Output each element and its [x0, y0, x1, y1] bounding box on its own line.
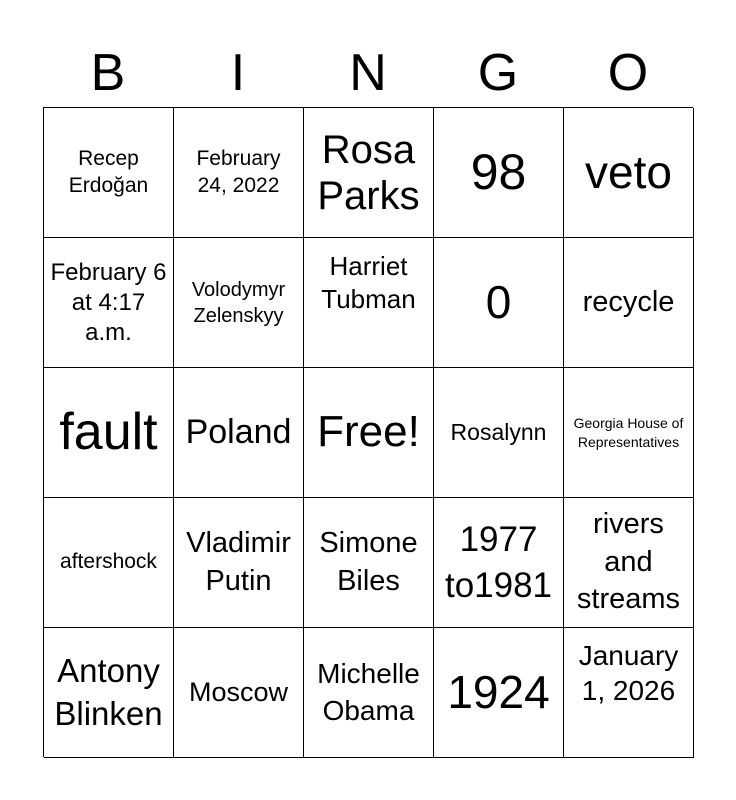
cell-text: February 6 at 4:17 a.m. [50, 258, 167, 346]
cell-text: Antony Blinken [54, 651, 163, 732]
cell-text: Poland [185, 413, 292, 452]
bingo-cell [44, 498, 174, 628]
cell-text: Rosa Parks [317, 127, 420, 218]
cell-text: recycle [582, 285, 675, 318]
bingo-cell [304, 238, 434, 368]
cell-text: veto [585, 146, 672, 199]
cell-text: 0 [485, 276, 512, 329]
bingo-cell [434, 628, 564, 758]
cell-text: February 24, 2022 [196, 147, 281, 197]
bingo-cell [564, 498, 694, 628]
bingo-cell [304, 498, 434, 628]
cell-text: January 1, 2026 [578, 640, 679, 706]
cell-text: Harriet Tubman [321, 251, 416, 314]
header-letter-g: G [477, 44, 519, 102]
bingo-cell [434, 368, 564, 498]
header-letter-i: I [230, 44, 246, 102]
cell-text: 98 [470, 144, 527, 200]
bingo-cell [304, 108, 434, 238]
bingo-cell [44, 628, 174, 758]
bingo-cell [564, 628, 694, 758]
bingo-cell [174, 108, 304, 238]
cell-text: Moscow [188, 676, 289, 707]
bingo-cell [44, 368, 174, 498]
cell-text: Rosalynn [450, 419, 547, 446]
cell-text: Vladimir Putin [186, 526, 291, 597]
cell-text: Simone Biles [319, 526, 418, 597]
bingo-cell [44, 238, 174, 368]
bingo-header [43, 40, 693, 106]
bingo-cell [564, 238, 694, 368]
free-space-cell [304, 368, 434, 498]
cell-text: fault [59, 402, 158, 461]
cell-text: Georgia House of Representatives [573, 415, 684, 450]
bingo-cell [434, 498, 564, 628]
cell-text: 1977 to1981 [444, 520, 553, 605]
header-letter-n: N [349, 44, 387, 102]
cell-text: Volodymyr Zelenskyy [191, 278, 286, 327]
bingo-cell [174, 368, 304, 498]
header-letter-o: O [607, 44, 649, 102]
bingo-cell [564, 108, 694, 238]
bingo-cell [564, 368, 694, 498]
bingo-cell [174, 498, 304, 628]
bingo-cell [174, 238, 304, 368]
header-letter-b: B [90, 44, 126, 102]
cell-text: Recep Erdoğan [68, 147, 149, 197]
bingo-board [43, 107, 693, 757]
bingo-cell [434, 108, 564, 238]
bingo-cell [304, 628, 434, 758]
cell-text: rivers and streams [576, 507, 681, 616]
cell-text: 1924 [447, 666, 550, 719]
bingo-cell [174, 628, 304, 758]
cell-text: Michelle Obama [317, 658, 420, 726]
bingo-cell [434, 238, 564, 368]
bingo-cell [44, 108, 174, 238]
free-space-text: Free! [317, 407, 420, 457]
cell-text: aftershock [60, 550, 157, 574]
